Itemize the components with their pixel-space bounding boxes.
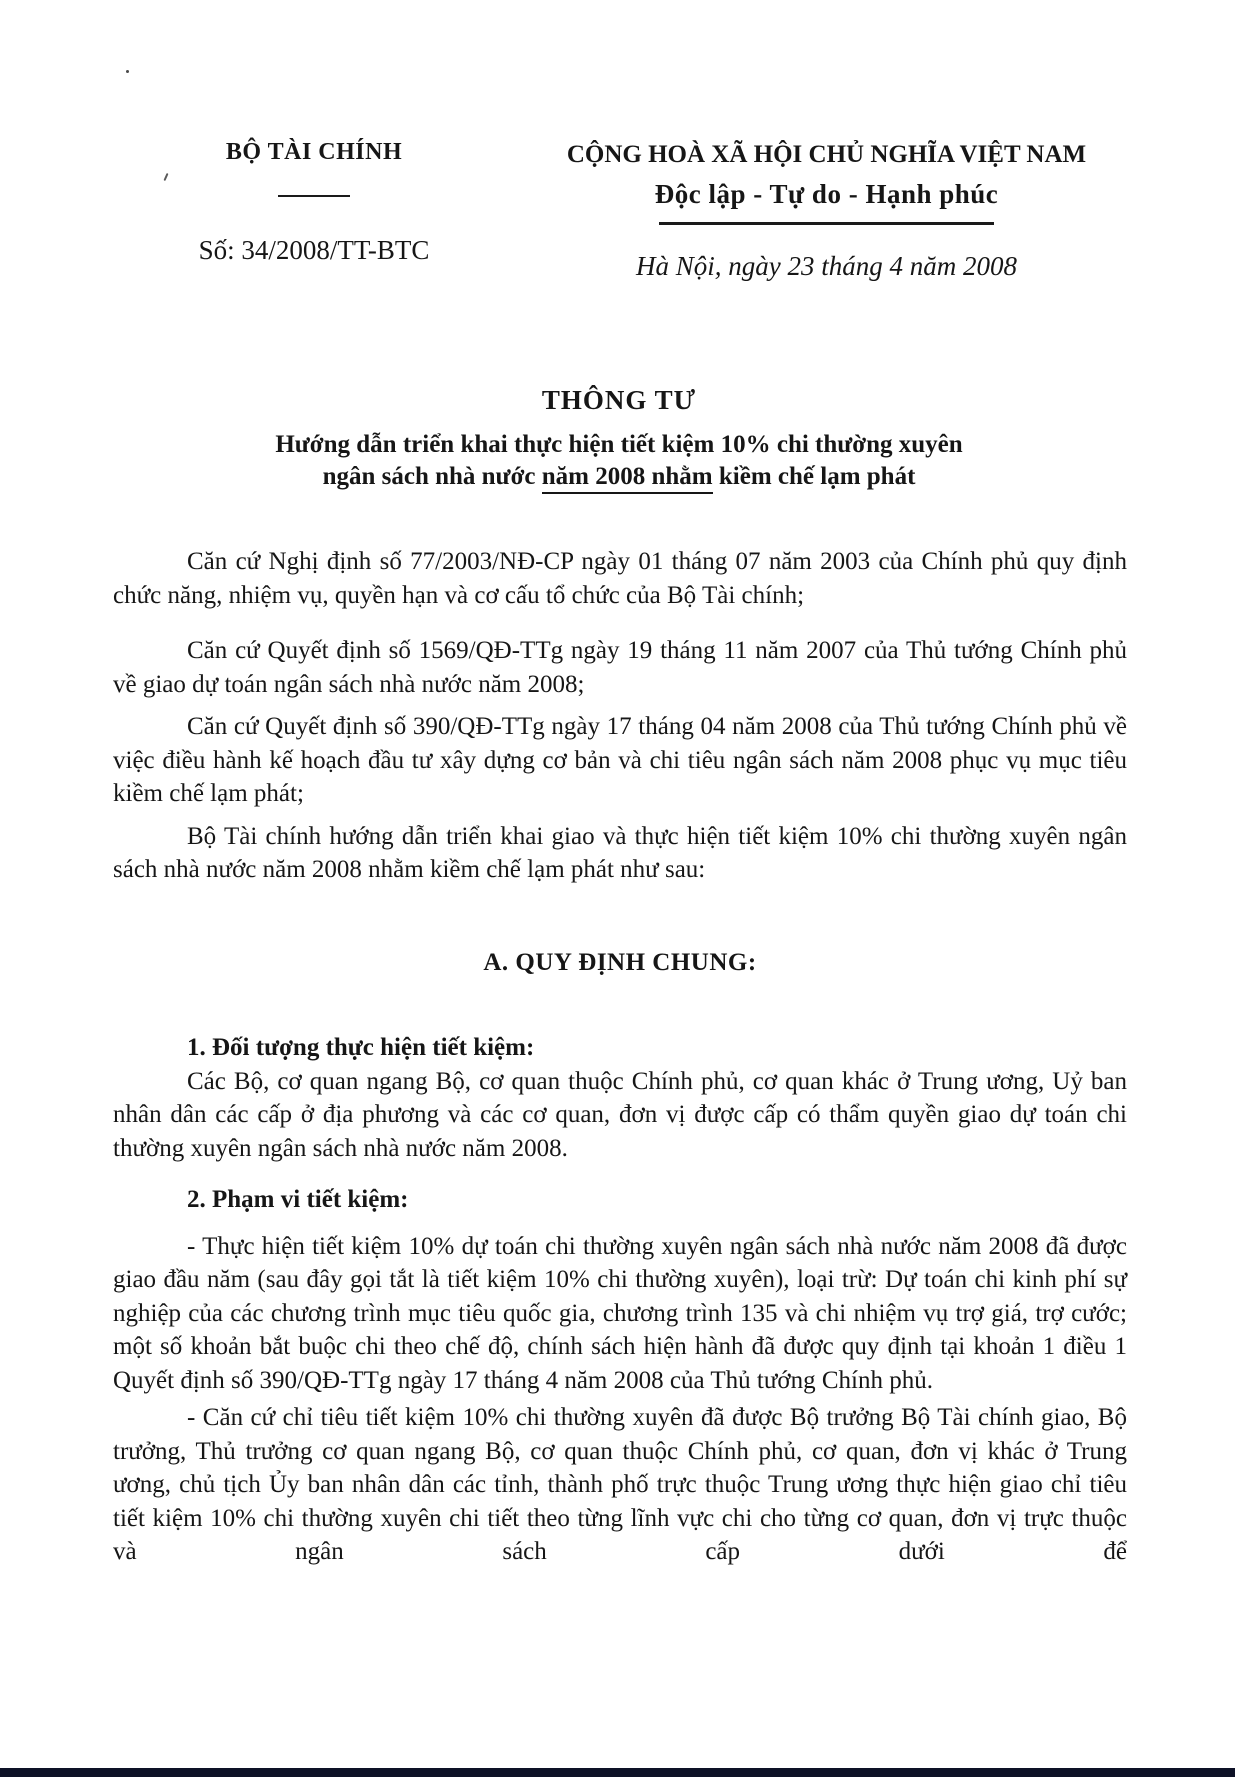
motto-divider bbox=[659, 222, 994, 225]
item-1-paragraph: Các Bộ, cơ quan ngang Bộ, cơ quan thuộc Chính phủ, cơ quan khác ở Trung ương, Uỷ ban nhân dân các cấp ở địa phương và các cơ quan, đơn vị được cấp có thẩm quyền giao dự toán chi thường xuyên ngân sách nhà nước năm 2008. bbox=[113, 1067, 1127, 1162]
preamble-paragraph-3: Căn cứ Quyết định số 390/QĐ-TTg ngày 17 tháng 04 năm 2008 của Thủ tướng Chính phủ về việc điều hành kế hoạch đầu tư xây dựng cơ bản và chi tiêu ngân sách năm 2008 phục vụ mục tiêu kiềm chế lạm phát; bbox=[113, 713, 1127, 807]
header-left bbox=[164, 138, 464, 265]
doc-subtitle-line2-prefix: ngân sách nhà nước bbox=[322, 463, 542, 490]
issuer-name: BỘ TÀI CHÍNH bbox=[225, 139, 403, 165]
item-1-heading: 1. Đối tượng thực hiện tiết kiệm: bbox=[187, 1034, 535, 1061]
preamble-paragraph-4: Bộ Tài chính hướng dẫn triển khai giao và thực hiện tiết kiệm 10% chi thường xuyên ngân sách nhà nước năm 2008 nhằm kiềm chế lạm phát như sau: bbox=[113, 822, 1127, 883]
scan-artifact-dot bbox=[126, 70, 129, 73]
issuer-divider bbox=[278, 195, 350, 197]
doc-number: Số: 34/2008/TT-BTC bbox=[198, 235, 430, 265]
preamble-paragraph-1: Căn cứ Nghị định số 77/2003/NĐ-CP ngày 01 tháng 07 năm 2003 của Chính phủ quy định chức năng, nhiệm vụ, quyền hạn và cơ cấu tổ chức của Bộ Tài chính; bbox=[113, 548, 1127, 609]
preamble-paragraph-2: Căn cứ Quyết định số 1569/QĐ-TTg ngày 19 tháng 11 năm 2007 của Thủ tướng Chính phủ về giao dự toán ngân sách nhà nước năm 2008; bbox=[113, 637, 1127, 698]
document-body bbox=[113, 545, 1127, 1569]
item-2-heading: 2. Phạm vi tiết kiệm: bbox=[187, 1186, 409, 1213]
doc-subtitle-line1: Hướng dẫn triển khai thực hiện tiết kiệm 10% chi thường xuyên bbox=[275, 431, 963, 458]
item-2-bullet-2: - Căn cứ chỉ tiêu tiết kiệm 10% chi thường xuyên đã được Bộ trưởng Bộ Tài chính giao, Bộ trưởng, Thủ trưởng cơ quan ngang Bộ, cơ quan thuộc Chính phủ, cơ quan, đơn vị khác ở Trung ương, chủ tịch Ủy ban nhân dân các tỉnh, thành phố trực thuộc Trung ương thực hiện giao chỉ tiêu tiết kiệm 10% chi thường xuyên chi tiết theo từng lĩnh vực chi cho từng cơ quan, đơn vị trực thuộc và ngân sách cấp dưới để bbox=[113, 1404, 1127, 1565]
title-block bbox=[113, 384, 1125, 492]
item-2-bullet-1: - Thực hiện tiết kiệm 10% dự toán chi thường xuyên ngân sách nhà nước năm 2008 đã được giao đầu năm (sau đây gọi tắt là tiết kiệm 10% chi thường xuyên), loại trừ: Dự toán chi kinh phí sự nghiệp của các chương trình mục tiêu quốc gia, chương trình 135 và chi nhiệm vụ trợ giá, trợ cước; một số khoản bắt buộc chi theo chế độ, chính sách hiện hành đã được quy định tại khoản 1 điều 1 Quyết định số 390/QĐ-TTg ngày 17 tháng 4 năm 2008 của Thủ tướng Chính phủ. bbox=[113, 1232, 1127, 1394]
doc-subtitle-line2 bbox=[113, 462, 1125, 492]
national-title: CỘNG HOÀ XÃ HỘI CHỦ NGHĨA VIỆT NAM bbox=[566, 141, 1087, 168]
doc-subtitle-line2-underlined: năm 2008 nhằm bbox=[542, 463, 713, 494]
national-motto: Độc lập - Tự do - Hạnh phúc bbox=[654, 179, 999, 209]
header-right bbox=[554, 140, 1099, 282]
doc-type-title: THÔNG TƯ bbox=[541, 385, 697, 415]
section-a-heading: A. QUY ĐỊNH CHUNG: bbox=[483, 948, 757, 976]
bottom-bar bbox=[0, 1768, 1235, 1777]
doc-subtitle-line2-suffix: kiềm chế lạm phát bbox=[712, 463, 916, 490]
place-date: Hà Nội, ngày 23 tháng 4 năm 2008 bbox=[636, 251, 1017, 281]
